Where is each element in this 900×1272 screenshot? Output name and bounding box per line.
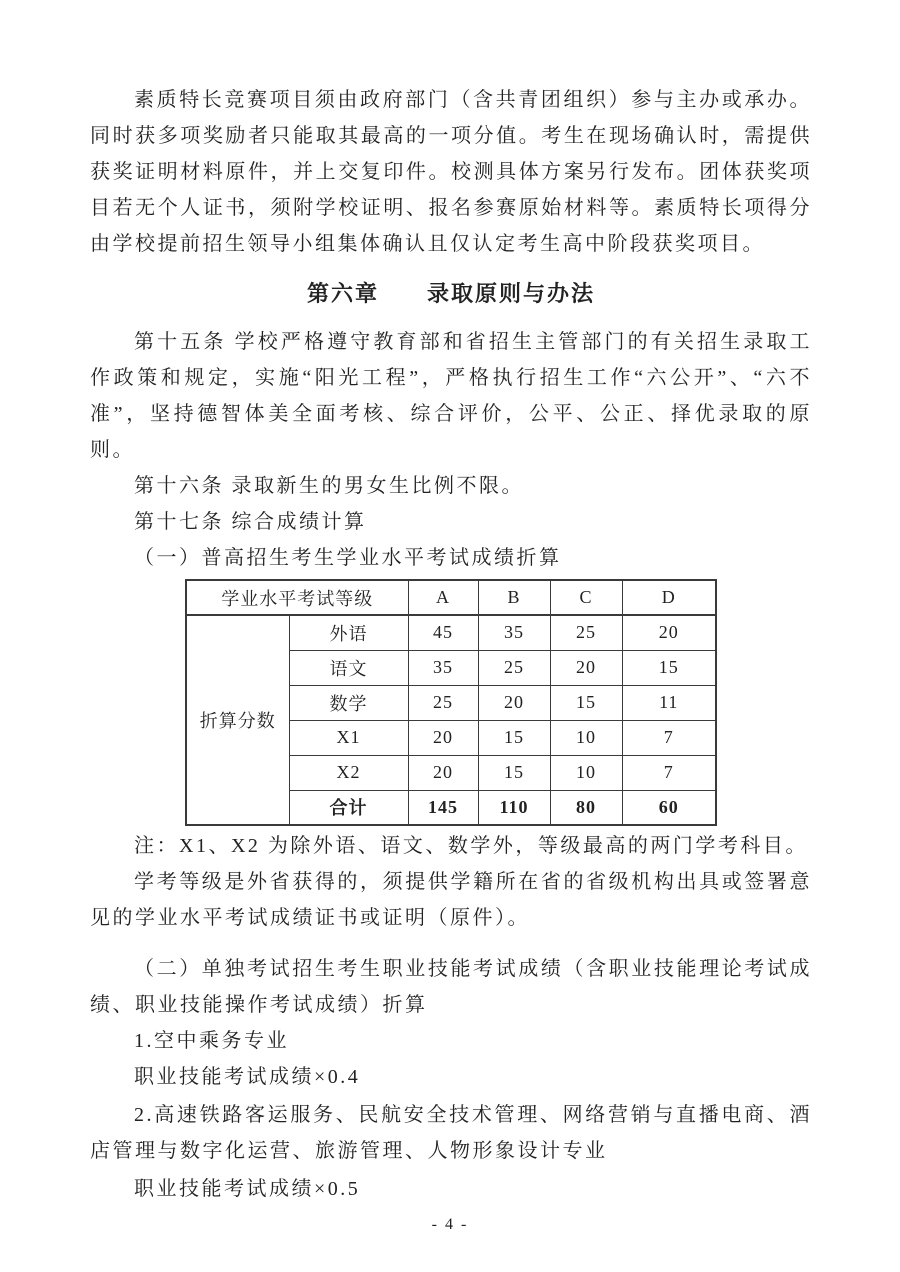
- subject-cell: 语文: [289, 650, 408, 685]
- out-of-province-note-paragraph: 学考等级是外省获得的，须提供学籍所在省的省级机构出具或签署意见的学业水平考试成绩证书或证明（原件）。: [90, 871, 812, 929]
- score-conversion-table: [185, 579, 717, 826]
- table-row: [186, 615, 716, 650]
- subject-cell: 外语: [289, 615, 408, 650]
- score-cell: 20: [478, 685, 550, 720]
- grade-column-c: C: [550, 580, 622, 615]
- score-cell: 7: [622, 755, 716, 790]
- score-cell: 15: [478, 720, 550, 755]
- score-cell: 15: [550, 685, 622, 720]
- score-cell: 25: [550, 615, 622, 650]
- subject-cell: X1: [289, 720, 408, 755]
- score-cell: 20: [408, 720, 478, 755]
- article-17-paragraph: 第十七条 综合成绩计算: [134, 511, 367, 533]
- formula-1-paragraph: 职业技能考试成绩×0.4: [134, 1066, 361, 1088]
- score-cell: 20: [622, 615, 716, 650]
- score-cell: 10: [550, 755, 622, 790]
- article-15-paragraph: 第十五条 学校严格遵守教育部和省招生主管部门的有关招生录取工作政策和规定，实施“阳光工程”，严格执行招生工作“六公开”、“六不准”，坚持德智体美全面考核、综合评价，公平、公正、择优录取的原则。: [90, 331, 812, 461]
- article-16-paragraph: 第十六条 录取新生的男女生比例不限。: [134, 475, 524, 497]
- table-header-row: [186, 580, 716, 615]
- major-group-1-paragraph: 1.空中乘务专业: [134, 1030, 289, 1052]
- score-cell: 35: [478, 615, 550, 650]
- subject-cell: X2: [289, 755, 408, 790]
- total-score-cell: 80: [550, 790, 622, 825]
- total-score-cell: 145: [408, 790, 478, 825]
- grade-column-d: D: [622, 580, 716, 615]
- total-score-cell: 60: [622, 790, 716, 825]
- section-1-heading: （一）普高招生考生学业水平考试成绩折算: [134, 547, 562, 569]
- score-cell: 15: [478, 755, 550, 790]
- score-cell: 10: [550, 720, 622, 755]
- score-cell: 20: [550, 650, 622, 685]
- subject-cell: 数学: [289, 685, 408, 720]
- section-2-heading: （二）单独考试招生考生职业技能考试成绩（含职业技能理论考试成绩、职业技能操作考试成绩）折算: [90, 958, 812, 1016]
- score-cell: 45: [408, 615, 478, 650]
- score-cell: 25: [408, 685, 478, 720]
- intro-paragraph: 素质特长竞赛项目须由政府部门（含共青团组织）参与主办或承办。同时获多项奖励者只能取其最高的一项分值。考生在现场确认时，需提供获奖证明材料原件，并上交复印件。校测具体方案另行发布。团体获奖项目若无个人证书，须附学校证明、报名参赛原始材料等。素质特长项得分由学校提前招生领导小组集体确认且仅认定考生高中阶段获奖项目。: [90, 89, 812, 255]
- major-group-2-paragraph: 2.高速铁路客运服务、民航安全技术管理、网络营销与直播电商、酒店管理与数字化运营、旅游管理、人物形象设计专业: [90, 1104, 812, 1162]
- score-cell: 20: [408, 755, 478, 790]
- table-note-paragraph: 注：X1、X2 为除外语、语文、数学外，等级最高的两门学考科目。: [134, 835, 808, 857]
- total-score-cell: 110: [478, 790, 550, 825]
- score-cell: 7: [622, 720, 716, 755]
- chapter-heading: 第六章 录取原则与办法: [306, 281, 595, 306]
- grade-column-b: B: [478, 580, 550, 615]
- table-header-label: 学业水平考试等级: [186, 580, 408, 615]
- page-number: - 4 -: [431, 1216, 469, 1233]
- score-cell: 15: [622, 650, 716, 685]
- score-cell: 35: [408, 650, 478, 685]
- score-cell: 25: [478, 650, 550, 685]
- formula-2-paragraph: 职业技能考试成绩×0.5: [134, 1178, 361, 1200]
- row-group-label: 折算分数: [186, 615, 289, 825]
- total-label-cell: 合计: [289, 790, 408, 825]
- grade-column-a: A: [408, 580, 478, 615]
- score-cell: 11: [622, 685, 716, 720]
